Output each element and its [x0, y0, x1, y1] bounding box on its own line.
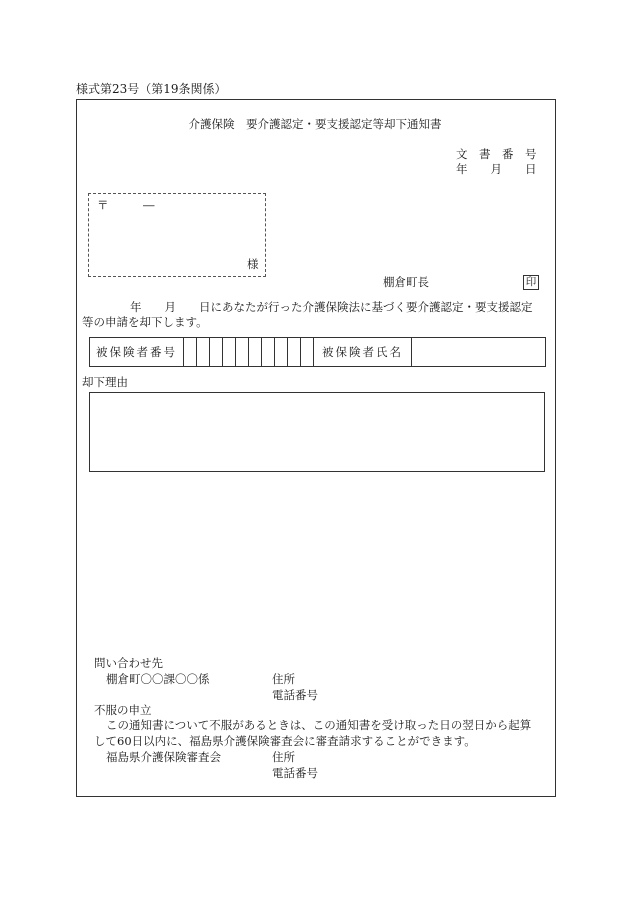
- contact-heading: 問い合わせ先: [94, 656, 163, 670]
- appeal-phone-label: 電話番号: [272, 766, 318, 780]
- insured-name-label: 被保険者氏名: [314, 338, 412, 367]
- insured-number-digit-cell[interactable]: [301, 338, 314, 367]
- contact-address-label: 住所: [272, 672, 295, 686]
- insured-number-digit-cell[interactable]: [275, 338, 288, 367]
- form-number-label: 様式第23号（第19条関係）: [76, 82, 227, 96]
- insured-name-field[interactable]: [412, 338, 546, 367]
- appeal-heading: 不服の申立: [94, 703, 152, 717]
- address-box: [88, 193, 266, 277]
- contact-phone-label: 電話番号: [272, 688, 318, 702]
- insured-number-label: 被保険者番号: [90, 338, 184, 367]
- insured-number-digit-cell[interactable]: [197, 338, 210, 367]
- insured-number-digit-cell[interactable]: [288, 338, 301, 367]
- insured-number-digit-cell[interactable]: [210, 338, 223, 367]
- issuer-name: 棚倉町長: [383, 275, 429, 289]
- seal-stamp: 印: [523, 275, 539, 290]
- insured-number-digit-cell[interactable]: [249, 338, 262, 367]
- body-text-line-1: 年 月 日にあなたが行った介護保険法に基づく要介護認定・要支援認定: [130, 300, 533, 314]
- postal-code-dash: ―: [143, 198, 155, 212]
- insured-number-digit-cell[interactable]: [184, 338, 197, 367]
- document-number-label: 文 書 番 号: [456, 147, 537, 161]
- contact-office: 棚倉町〇〇課〇〇係: [106, 672, 210, 686]
- insured-info-table: [89, 337, 546, 367]
- date-label: 年 月 日: [456, 162, 537, 176]
- insured-number-digit-cell[interactable]: [223, 338, 236, 367]
- insured-number-digit-cell[interactable]: [236, 338, 249, 367]
- rejection-reason-box[interactable]: [89, 392, 545, 472]
- honorific-sama: 様: [247, 257, 259, 271]
- appeal-text-line-2: して60日以内に、福島県介護保険審査会に審査請求することができます。: [94, 734, 476, 748]
- appeal-address-label: 住所: [272, 750, 295, 764]
- appeal-text-line-1: この通知書について不服があるときは、この通知書を受け取った日の翌日から起算: [106, 718, 532, 732]
- document-title: 介護保険 要介護認定・要支援認定等却下通知書: [188, 117, 442, 131]
- postal-mark: 〒: [97, 198, 109, 212]
- body-text-line-2: 等の申請を却下します。: [82, 315, 208, 329]
- insured-number-digit-cell[interactable]: [262, 338, 275, 367]
- rejection-reason-label: 却下理由: [82, 375, 128, 389]
- appeal-office: 福島県介護保険審査会: [106, 750, 221, 764]
